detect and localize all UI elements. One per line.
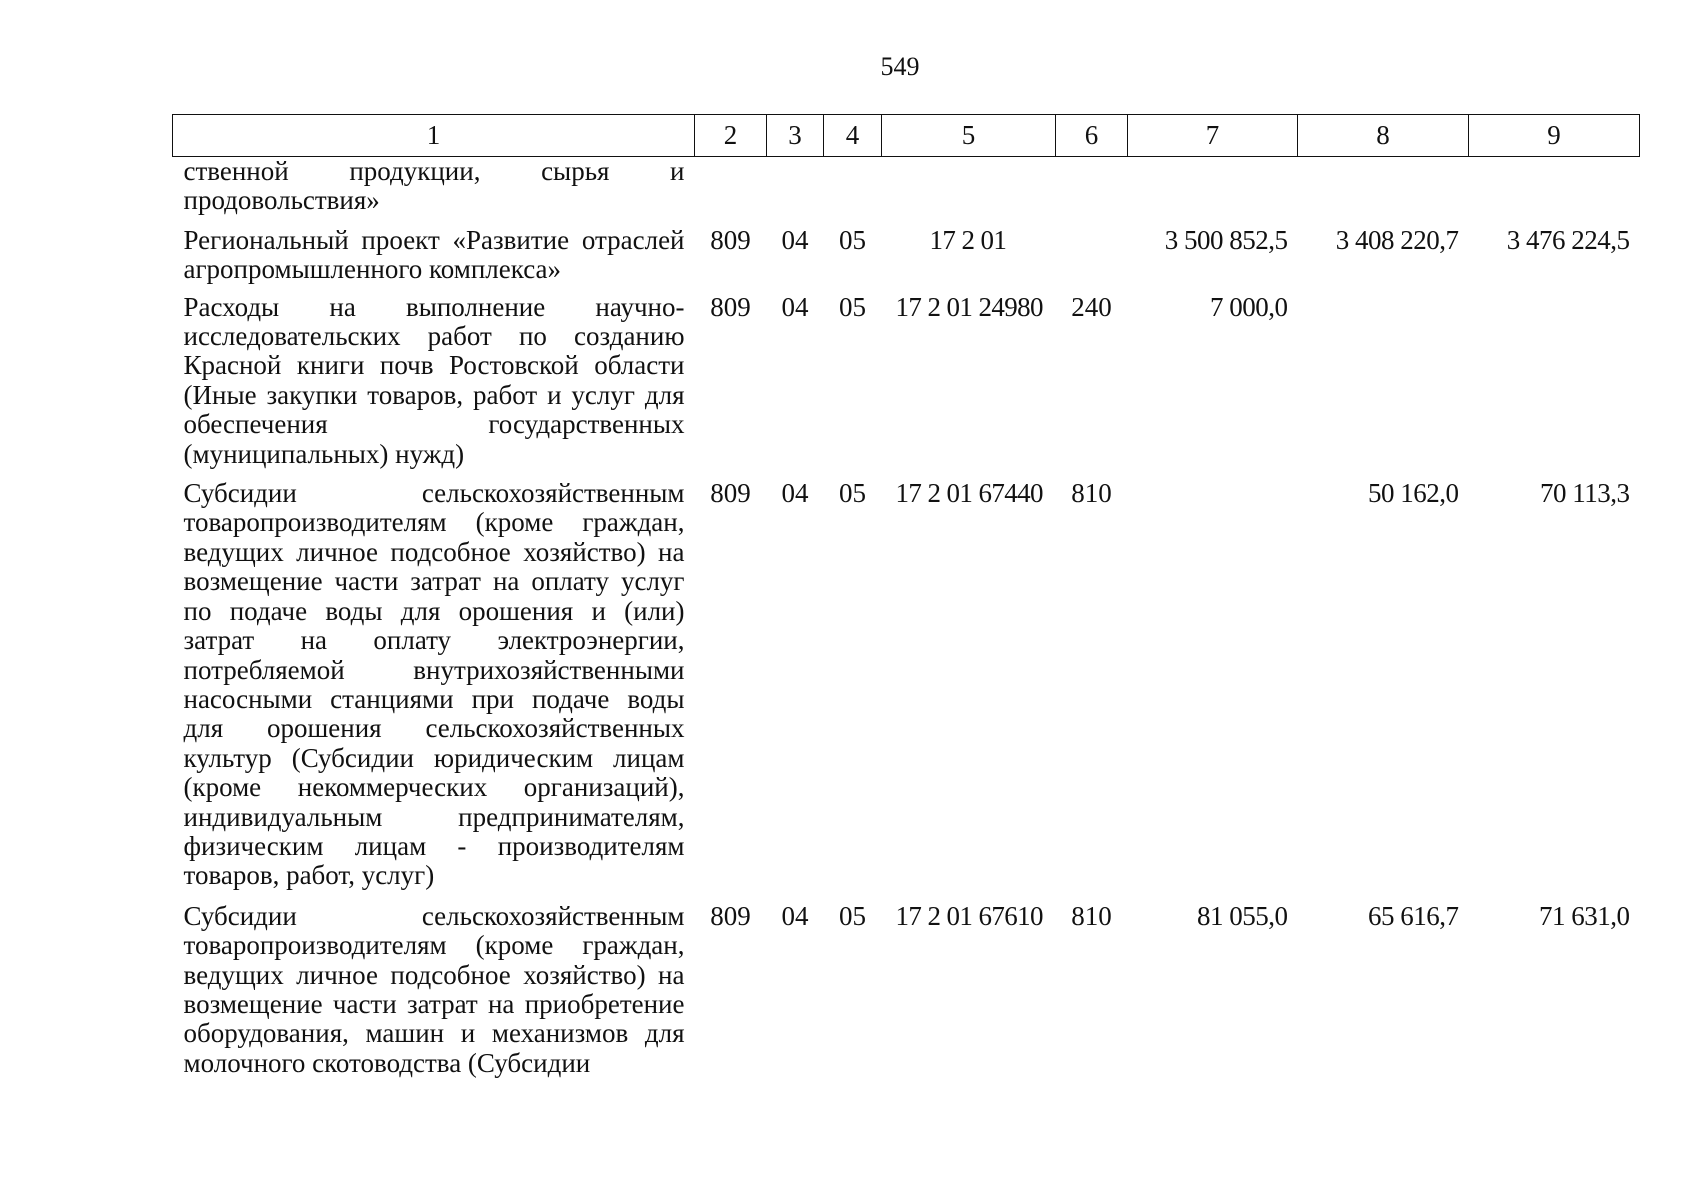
ministry-code: 809 [710, 291, 751, 322]
column-header: 5 [882, 115, 1056, 157]
row-description: Региональный проект «Развитие отраслей агропромышленного комплекса» [183, 224, 685, 285]
amount-col9: 70 113,3 [1540, 478, 1630, 509]
section-code: 04 [781, 900, 809, 931]
section-code [767, 157, 824, 226]
subsection-code [824, 157, 882, 226]
target-article-code: 17 2 01 67440 [895, 478, 1043, 509]
column-header: 8 [1298, 115, 1469, 157]
column-header: 6 [1056, 115, 1128, 157]
ministry-code: 809 [710, 900, 751, 931]
amount-col7 [1128, 479, 1298, 902]
budget-table [172, 114, 1640, 1078]
page-number: 549 [880, 52, 920, 81]
amount-col8 [1298, 157, 1469, 226]
expense-type-code [1056, 226, 1128, 293]
amount-col7: 3 500 852,5 [1164, 224, 1288, 255]
row-description: ственной продукции, сырья и продовольствия» [183, 156, 685, 216]
column-header: 4 [824, 115, 882, 157]
expense-type-code: 810 [1071, 478, 1112, 509]
table-row [173, 157, 1640, 226]
table-header-row [173, 115, 1640, 157]
amount-col9 [1469, 293, 1640, 479]
table-row [173, 293, 1640, 479]
amount-col8 [1298, 293, 1469, 479]
ministry-code: 809 [710, 478, 751, 509]
column-header: 7 [1128, 115, 1298, 157]
target-article-code [882, 157, 1056, 226]
target-article-code: 17 2 01 [929, 224, 1007, 255]
row-description: Расходы на выполнение научно-исследовательских работ по созданию Красной книги почв Ростовской области (Иные закупки товаров, работ и услуг для обеспечения государственных (муниципальных) нужд) [183, 291, 685, 469]
column-header: 9 [1469, 115, 1640, 157]
amount-col9 [1469, 157, 1640, 226]
column-header: 1 [173, 115, 695, 157]
amount-col7 [1128, 157, 1298, 226]
table-row [173, 479, 1640, 902]
subsection-code: 05 [839, 900, 866, 931]
table-row [173, 902, 1640, 1078]
column-header: 2 [695, 115, 767, 157]
subsection-code: 05 [839, 224, 866, 255]
amount-col9: 71 631,0 [1539, 900, 1630, 931]
expense-type-code: 810 [1071, 900, 1112, 931]
table-row [173, 226, 1640, 293]
target-article-code: 17 2 01 24980 [895, 291, 1043, 322]
expense-type-code: 240 [1071, 291, 1112, 322]
ministry-code [695, 157, 767, 226]
column-header: 3 [767, 115, 824, 157]
row-description: Субсидии сельскохозяйственным товаропроизводителям (кроме граждан, ведущих личное подсобное хозяйство) на возмещение части затрат на приобретение оборудования, машин и механизмов для молочного скотоводства (Субсидии [183, 900, 685, 1078]
amount-col8: 50 162,0 [1368, 478, 1459, 509]
section-code: 04 [781, 291, 809, 322]
target-article-code: 17 2 01 67610 [895, 900, 1043, 931]
amount-col7: 81 055,0 [1197, 900, 1288, 931]
subsection-code: 05 [839, 478, 866, 509]
section-code: 04 [781, 224, 809, 255]
amount-col8: 3 408 220,7 [1335, 224, 1459, 255]
ministry-code: 809 [710, 224, 751, 255]
section-code: 04 [781, 478, 809, 509]
amount-col7: 7 000,0 [1210, 291, 1288, 322]
subsection-code: 05 [839, 291, 866, 322]
expense-type-code [1056, 157, 1128, 226]
row-description: Субсидии сельскохозяйственным товаропроизводителям (кроме граждан, ведущих личное подсобное хозяйство) на возмещение части затрат на оплату услуг по подаче воды для орошения и (или) затрат на оплату электроэнергии, потребляемой внутрихозяйственными насосными станциями при подаче воды для орошения сельскохозяйственных культур (Субсидии юридическим лицам (кроме некоммерческих организаций), индивидуальным предпринимателям, физическим лицам - производителям товаров, работ, услуг) [183, 478, 685, 891]
amount-col9: 3 476 224,5 [1506, 224, 1630, 255]
amount-col8: 65 616,7 [1368, 900, 1459, 931]
